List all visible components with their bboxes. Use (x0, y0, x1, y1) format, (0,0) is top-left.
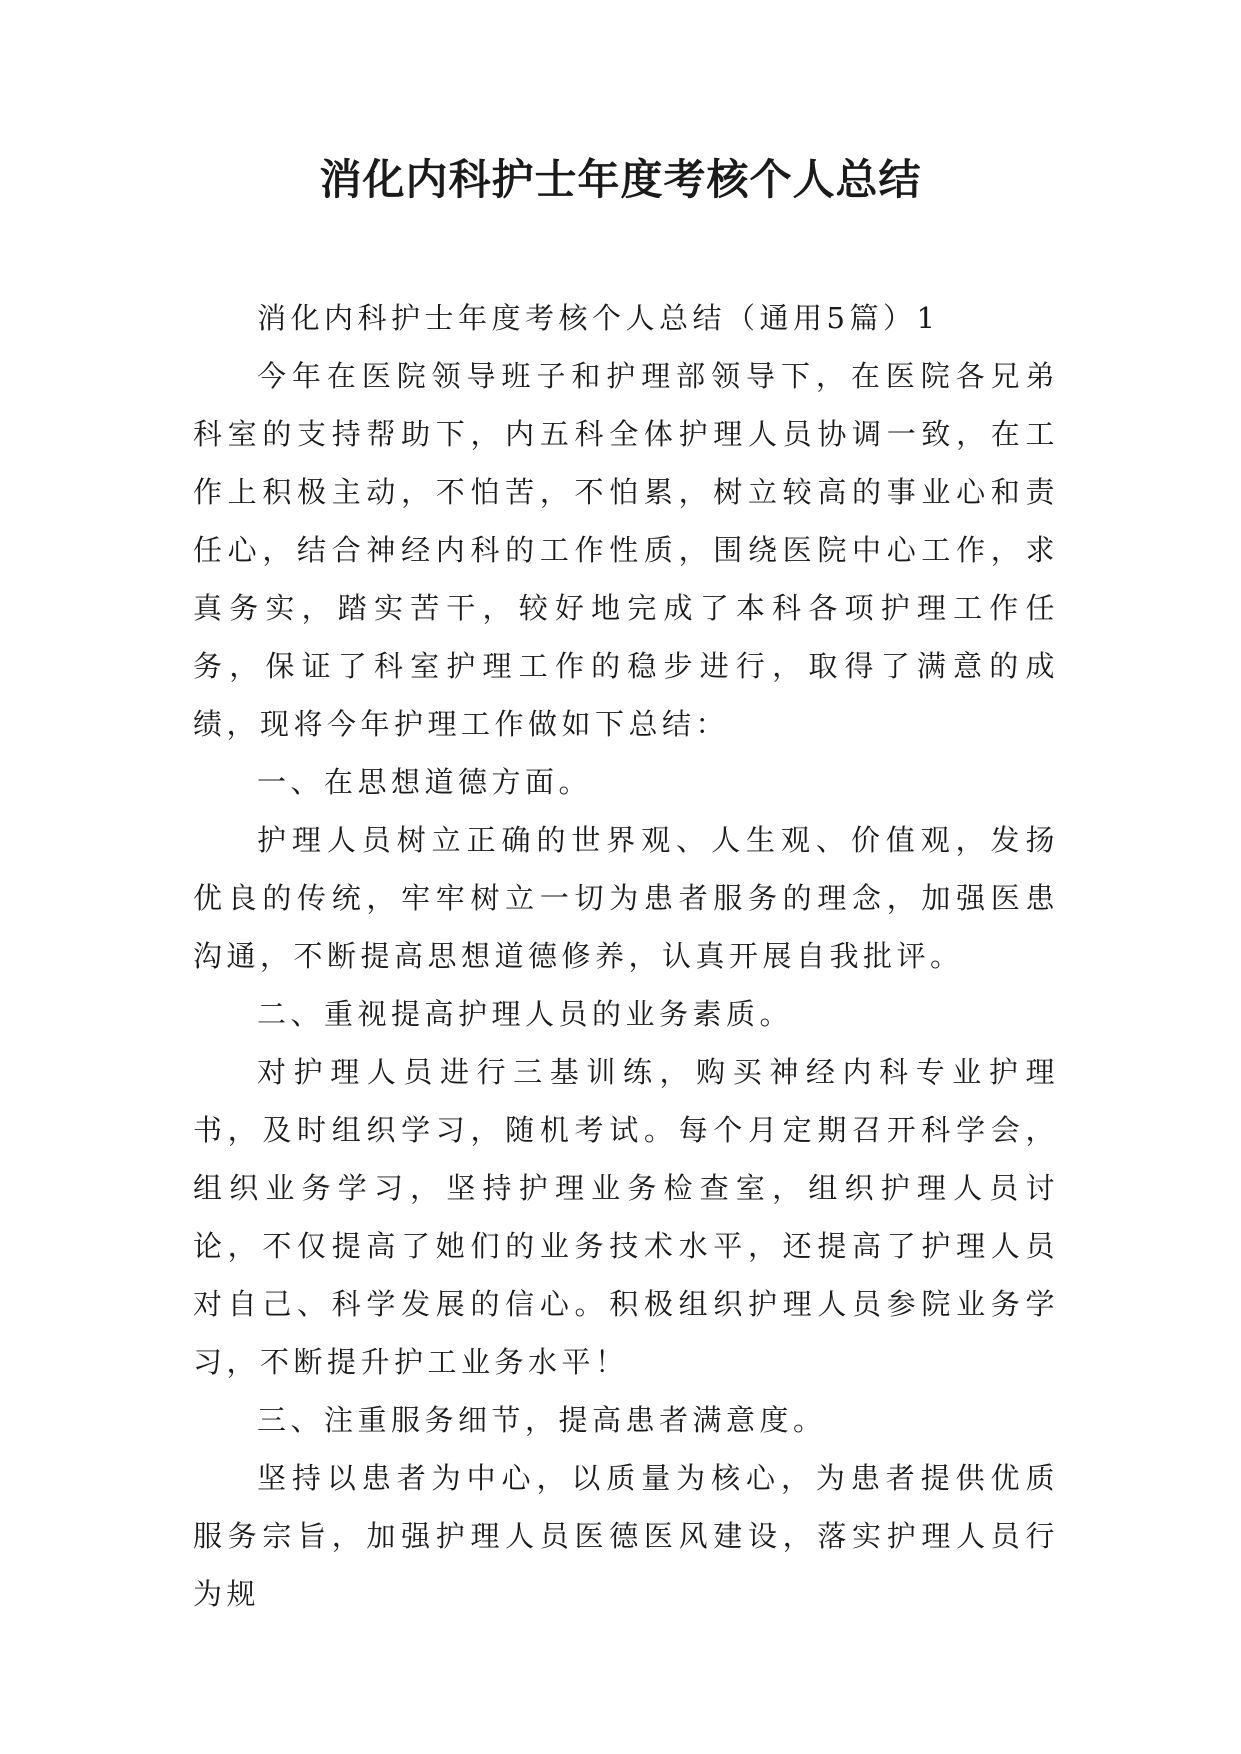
intro-paragraph: 今年在医院领导班子和护理部领导下，在医院各兄弟科室的支持帮助下，内五科全体护理人员协调一致，在工作上积极主动，不怕苦，不怕累，树立较高的事业心和责任心，结合神经内科的工作性质，围绕医院中心工作，求真务实，踏实苦干，较好地完成了本科各项护理工作任务，保证了科室护理工作的稳步进行，取得了满意的成绩，现将今年护理工作做如下总结： (193, 359, 1059, 741)
subtitle-paragraph: 消化内科护士年度考核个人总结（通用5篇）1 (257, 301, 940, 335)
section-heading-3: 三、注重服务细节，提高患者满意度。 (257, 1403, 827, 1437)
document-body (193, 289, 1059, 1623)
section-paragraph-2: 对护理人员进行三基训练，购买神经内科专业护理书，及时组织学习，随机考试。每个月定期召开科学会，组织业务学习，坚持护理业务检查室，组织护理人员讨论，不仅提高了她们的业务技术水平，还提高了护理人员对自己、科学发展的信心。积极组织护理人员参院业务学习，不断提升护工业务水平！ (193, 1055, 1059, 1379)
section-paragraph-3: 坚持以患者为中心，以质量为核心，为患者提供优质服务宗旨，加强护理人员医德医风建设，落实护理人员行为规 (193, 1461, 1059, 1611)
section-heading-1: 一、在思想道德方面。 (257, 765, 593, 799)
section-paragraph-1: 护理人员树立正确的世界观、人生观、价值观，发扬优良的传统，牢牢树立一切为患者服务的理念，加强医患沟通，不断提高思想道德修养，认真开展自我批评。 (193, 823, 1059, 973)
section-heading-2: 二、重视提高护理人员的业务素质。 (257, 997, 794, 1031)
document-title: 消化内科护士年度考核个人总结 (319, 155, 922, 204)
